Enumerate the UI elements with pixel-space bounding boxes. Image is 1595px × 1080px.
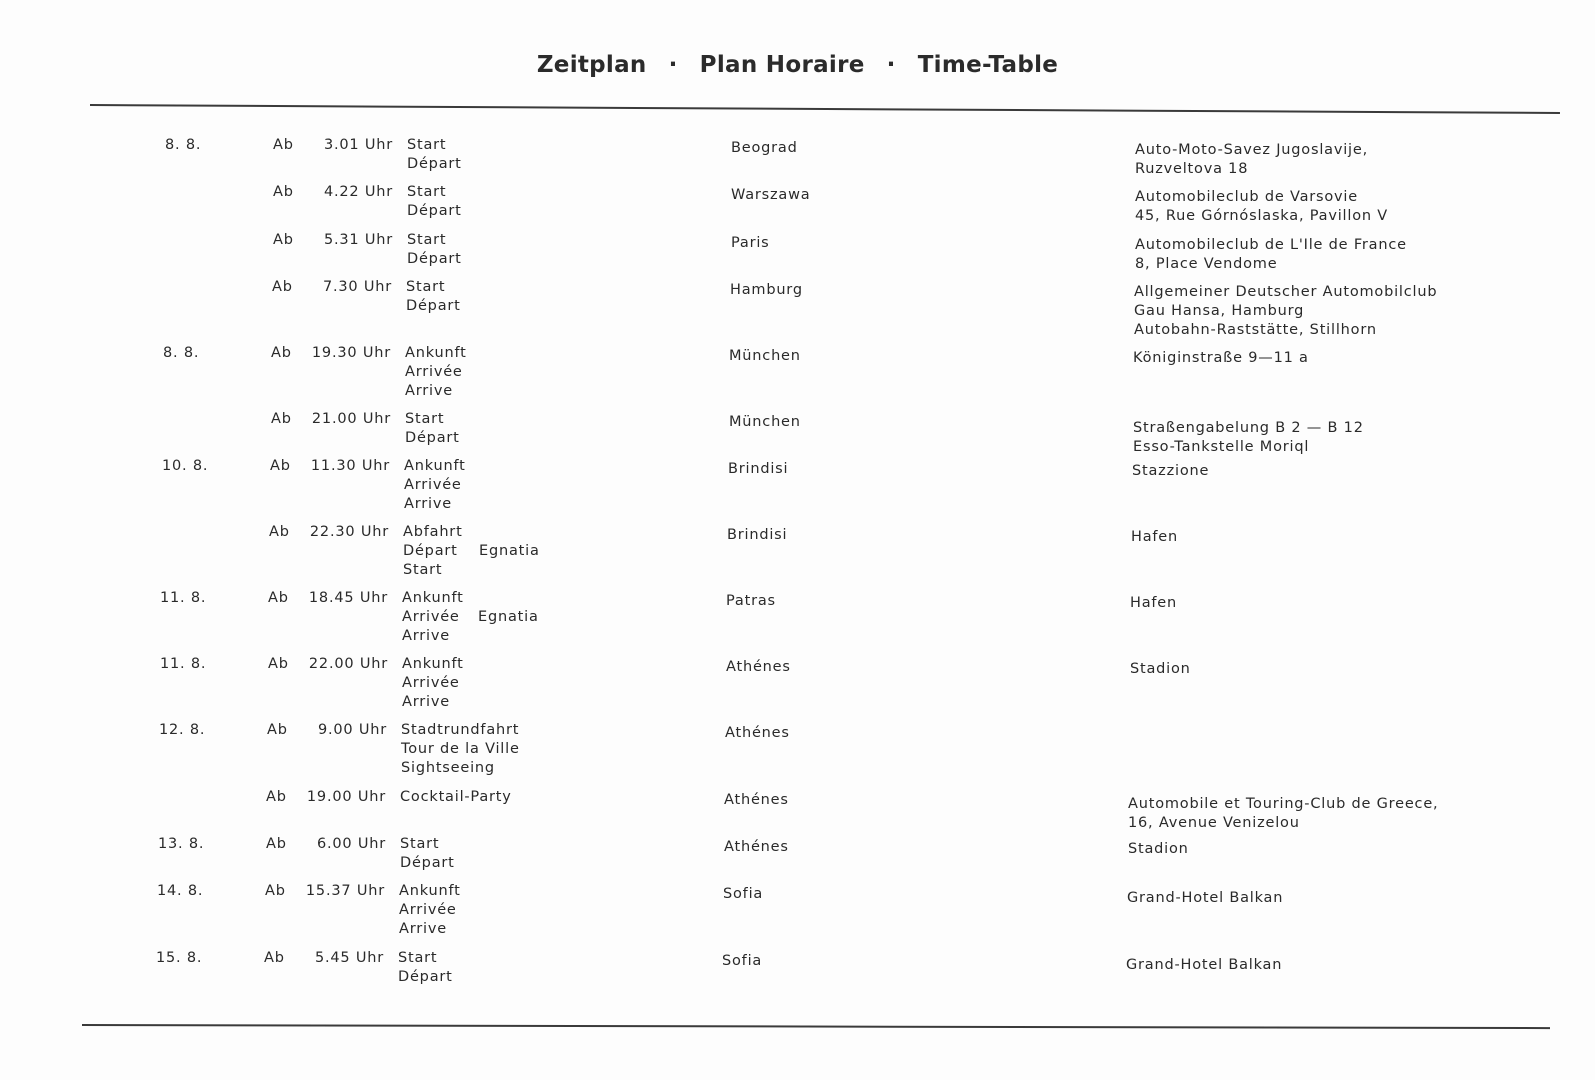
time-cell [268, 655, 388, 674]
activity-line: Ankunft [402, 590, 464, 606]
location-cell [1128, 795, 1438, 833]
location-line: Hafen [1130, 595, 1178, 611]
activity-line: Départ [400, 855, 455, 871]
departure-time: 5.31 Uhr [323, 232, 393, 248]
activity-line: Arrivée [404, 477, 462, 493]
activity-line: Start [407, 232, 447, 248]
activity-line: Départ [405, 430, 460, 446]
activity-line: Abfahrt [403, 524, 463, 540]
time-cell [269, 523, 389, 542]
activity-line: Arrivée [399, 902, 457, 918]
activity-cell [407, 183, 462, 221]
departure-time: 19.00 Uhr [306, 789, 386, 805]
activity-line: Départ [403, 543, 458, 559]
activity-line: Arrive [399, 921, 447, 937]
location-cell [1128, 840, 1189, 859]
activity-line: Start [407, 184, 447, 200]
time-cell [267, 721, 387, 740]
city-cell: Athénes [726, 659, 791, 675]
activity-cell [404, 457, 466, 514]
date-cell: 15. 8. [156, 950, 203, 966]
title-separator: · [668, 52, 678, 78]
city-cell: Brindisi [728, 461, 789, 477]
activity-line: Start [403, 562, 443, 578]
date-cell: 8. 8. [165, 137, 202, 153]
activity-line: Arrive [402, 694, 450, 710]
departure-time: 4.22 Uhr [323, 184, 393, 200]
location-cell [1134, 283, 1437, 340]
activity-cell [400, 835, 455, 873]
time-prefix: Ab [266, 836, 287, 852]
departure-time: 11.30 Uhr [310, 458, 390, 474]
location-line: Hafen [1131, 529, 1179, 545]
time-prefix: Ab [273, 232, 294, 248]
activity-line: Départ [398, 969, 453, 985]
ship-name: Egnatia [479, 543, 540, 559]
activity-cell [402, 589, 539, 646]
time-prefix: Ab [268, 590, 289, 606]
activity-cell [405, 410, 460, 448]
city-cell: Athénes [724, 792, 789, 808]
activity-cell [398, 949, 453, 987]
activity-cell [402, 655, 464, 712]
time-prefix: Ab [268, 656, 289, 672]
date-cell: 13. 8. [158, 836, 205, 852]
activity-cell [399, 882, 461, 939]
time-prefix: Ab [264, 950, 285, 966]
activity-line: Ankunft [402, 656, 464, 672]
time-cell [264, 949, 384, 968]
location-line: Allgemeiner Deutscher Automobilclub [1134, 284, 1438, 300]
location-cell [1131, 528, 1178, 547]
location-line: Automobileclub de L'Ile de France [1135, 237, 1407, 253]
location-line: 45, Rue Górnóslaska, Pavillon V [1135, 208, 1388, 224]
time-cell [270, 457, 390, 476]
time-cell [273, 136, 393, 155]
date-cell: 12. 8. [159, 722, 206, 738]
city-cell: Beograd [731, 140, 798, 156]
time-prefix: Ab [267, 722, 288, 738]
activity-cell [407, 231, 462, 269]
city-cell: Hamburg [730, 282, 803, 298]
activity-line: Départ [407, 251, 462, 267]
title-english: Time-Table [917, 52, 1059, 78]
activity-line: Ankunft [399, 883, 461, 899]
location-line: Königinstraße 9—11 a [1133, 350, 1309, 366]
location-line: Stadion [1130, 661, 1191, 677]
location-line: Grand-Hotel Balkan [1127, 890, 1284, 906]
date-cell: 8. 8. [163, 345, 200, 361]
departure-time: 18.45 Uhr [308, 590, 388, 606]
city-cell: München [729, 414, 801, 430]
activity-cell [403, 523, 540, 580]
location-line: Automobile et Touring-Club de Greece, [1128, 796, 1439, 812]
activity-line: Départ [406, 298, 461, 314]
title-french: Plan Horaire [699, 52, 865, 78]
activity-line: Start [406, 279, 446, 295]
location-line: Straßengabelung B 2 — B 12 [1133, 420, 1364, 436]
time-cell [266, 788, 386, 807]
activity-line: Start [400, 836, 440, 852]
location-cell [1135, 141, 1368, 179]
city-cell: Paris [731, 235, 770, 251]
time-cell [273, 231, 393, 250]
ship-name: Egnatia [478, 609, 539, 625]
activity-line: Start [405, 411, 445, 427]
date-cell: 10. 8. [162, 458, 209, 474]
time-prefix: Ab [271, 411, 292, 427]
city-cell: Patras [726, 593, 776, 609]
date-cell: 11. 8. [160, 656, 207, 672]
activity-line: Départ [407, 156, 462, 172]
top-rule [90, 104, 1560, 114]
time-cell [265, 882, 385, 901]
time-prefix: Ab [265, 883, 286, 899]
time-cell [268, 589, 388, 608]
departure-time: 19.30 Uhr [311, 345, 391, 361]
activity-line: Arrivée [402, 675, 460, 691]
location-line: 8, Place Vendome [1135, 256, 1278, 272]
time-prefix: Ab [266, 789, 287, 805]
city-cell: Sofia [723, 886, 764, 902]
departure-time: 3.01 Uhr [323, 137, 393, 153]
city-cell: Brindisi [727, 527, 788, 543]
time-cell [272, 278, 392, 297]
bottom-rule [82, 1024, 1550, 1029]
time-prefix: Ab [273, 184, 294, 200]
page-title [0, 52, 1595, 78]
departure-time: 7.30 Uhr [322, 279, 392, 295]
location-line: Ruzveltova 18 [1135, 161, 1249, 177]
activity-line: Arrive [402, 628, 450, 644]
activity-line: Sightseeing [401, 760, 495, 776]
city-cell: Athénes [724, 839, 789, 855]
departure-time: 6.00 Uhr [316, 836, 386, 852]
location-line: Stazzione [1132, 463, 1210, 479]
location-cell [1132, 462, 1209, 481]
activity-line: Cocktail-Party [400, 789, 512, 805]
location-line: Gau Hansa, Hamburg [1134, 303, 1305, 319]
activity-line: Stadtrundfahrt [401, 722, 520, 738]
location-cell [1127, 889, 1283, 908]
location-line: 16, Avenue Venizelou [1128, 815, 1300, 831]
city-cell: Sofia [722, 953, 763, 969]
activity-cell [401, 721, 520, 778]
departure-time: 21.00 Uhr [311, 411, 391, 427]
city-cell: Athénes [725, 725, 790, 741]
activity-cell [400, 788, 512, 807]
location-line: Automobileclub de Varsovie [1135, 189, 1358, 205]
time-prefix: Ab [272, 279, 293, 295]
time-cell [271, 410, 391, 429]
time-prefix: Ab [269, 524, 290, 540]
time-prefix: Ab [273, 137, 294, 153]
location-line: Grand-Hotel Balkan [1126, 957, 1283, 973]
activity-line: Arrive [405, 383, 453, 399]
location-cell [1130, 660, 1191, 679]
activity-line: Ankunft [405, 345, 467, 361]
departure-time: 9.00 Uhr [317, 722, 387, 738]
location-cell [1130, 594, 1177, 613]
activity-line: Start [407, 137, 447, 153]
location-cell [1135, 236, 1407, 274]
location-line: Auto-Moto-Savez Jugoslavije, [1135, 142, 1368, 158]
title-separator: · [886, 52, 896, 78]
activity-cell [406, 278, 461, 316]
activity-cell [407, 136, 462, 174]
activity-line: Arrive [404, 496, 452, 512]
city-cell: München [729, 348, 801, 364]
location-cell [1133, 349, 1309, 368]
location-cell [1126, 956, 1282, 975]
time-cell [266, 835, 386, 854]
activity-line: Tour de la Ville [401, 741, 520, 757]
location-line: Autobahn-Raststätte, Stillhorn [1134, 322, 1377, 338]
location-line: Stadion [1128, 841, 1189, 857]
departure-time: 5.45 Uhr [314, 950, 384, 966]
location-cell [1133, 419, 1364, 457]
activity-line: Ankunft [404, 458, 466, 474]
departure-time: 15.37 Uhr [305, 883, 385, 899]
city-cell: Warszawa [731, 187, 811, 203]
location-line: Esso-Tankstelle Moriql [1133, 439, 1310, 455]
date-cell: 14. 8. [157, 883, 204, 899]
departure-time: 22.30 Uhr [309, 524, 389, 540]
time-prefix: Ab [270, 458, 291, 474]
time-prefix: Ab [271, 345, 292, 361]
location-cell [1135, 188, 1388, 226]
activity-line: Start [398, 950, 438, 966]
time-cell [271, 344, 391, 363]
activity-cell [405, 344, 467, 401]
title-german: Zeitplan [536, 52, 647, 78]
activity-line: Arrivée [402, 609, 460, 625]
departure-time: 22.00 Uhr [308, 656, 388, 672]
activity-line: Départ [407, 203, 462, 219]
activity-line: Arrivée [405, 364, 463, 380]
date-cell: 11. 8. [160, 590, 207, 606]
time-cell [273, 183, 393, 202]
